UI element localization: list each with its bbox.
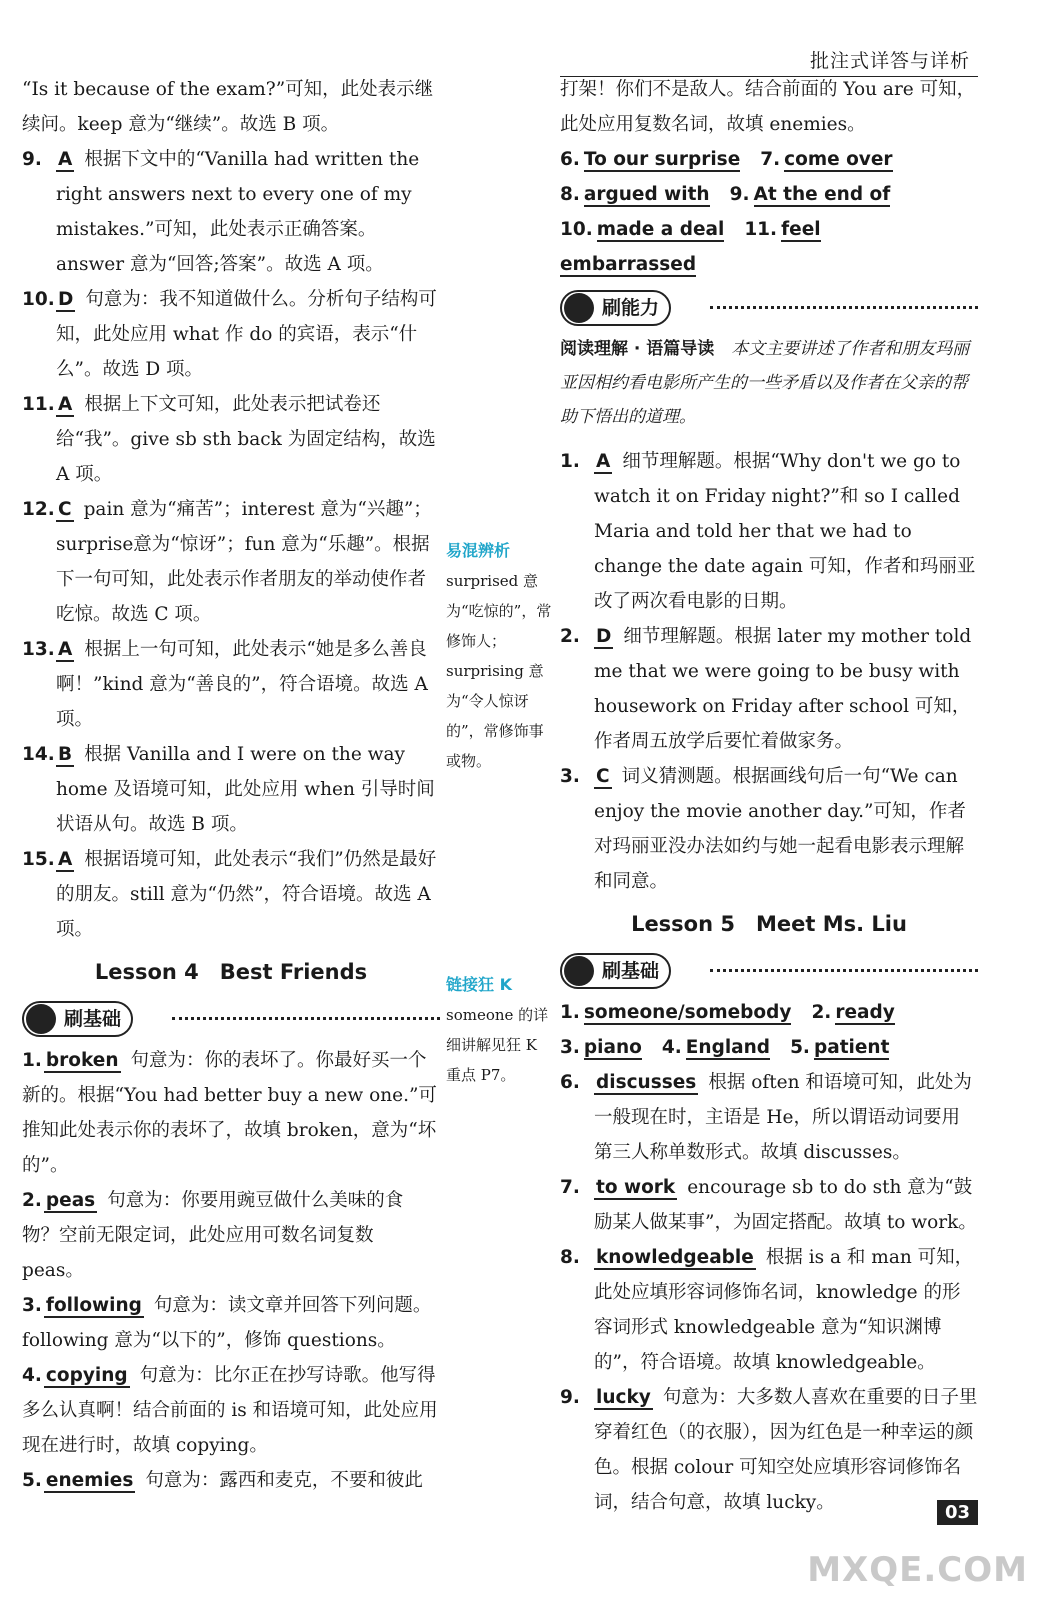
- page-number: 03: [937, 1500, 978, 1525]
- side-note-text: surprised 意为“吃惊的”，常修饰人；surprising 意为“令人惊讶的”，常修饰事或物。: [446, 572, 552, 770]
- list-item: 5. enemies 句意为：露西和麦克，不要和彼此: [22, 1470, 423, 1491]
- list-item: 3. C 词义猜测题。根据画线句后一句“We can enjoy the movie another day.”可知，作者对玛丽亚没办法如约与她一起看电影表示理解和同意。: [560, 766, 966, 892]
- answer: discusses: [596, 1072, 697, 1093]
- dotted-rule: [710, 969, 978, 972]
- brush-icon: [564, 293, 594, 323]
- right-column: [560, 72, 978, 1520]
- list-item: 9. A 根据下文中的“Vanilla had written the right answers next to every one of my mistakes.”可知，此处表示正确答案。answer 意为“回答;答案”。故选 A 项。: [22, 149, 420, 275]
- answer: peas: [45, 1190, 96, 1211]
- answer: A: [58, 639, 73, 660]
- watermark: MXQE.COM: [807, 1550, 1028, 1590]
- answer-row: 3. piano 4. England 5. patient: [560, 1037, 890, 1058]
- page-header: 批注式详答与详析: [809, 50, 970, 72]
- side-note-text: someone 的详细讲解见狂 K 重点 P7。: [446, 1006, 549, 1084]
- list-item: 10. D 句意为：我不知道做什么。分析句子结构可知，此处应用 what 作 do 的宾语，表示“什么”。故选 D 项。: [22, 289, 437, 380]
- brush-icon: [564, 956, 594, 986]
- answer-row: 8. argued with 9. At the end of: [560, 184, 891, 205]
- right-intro: 打架！你们不是敌人。结合前面的 You are 可知，此处应用复数名词，故填 enemies。: [560, 79, 976, 135]
- answer: to work: [596, 1177, 676, 1198]
- answer: A: [58, 849, 73, 870]
- answer: D: [596, 626, 612, 647]
- list-item: 8. knowledgeable 根据 is a 和 man 可知，此处应填形容词修饰名词，knowledge 的形容词形式 knowledgeable 意为“知识渊博的”，符合语境。故填 knowledgeable。: [560, 1247, 974, 1373]
- answer: A: [58, 394, 73, 415]
- list-item: 3. following 句意为：读文章并回答下列问题。following 意为“以下的”，修饰 questions。: [22, 1295, 432, 1351]
- answer-row: 10. made a deal 11. feel embarrassed: [560, 219, 821, 275]
- dotted-rule: [172, 1017, 440, 1020]
- left-intro: “Is it because of the exam?”可知，此处表示继续问。keep 意为“继续”。故选 B 项。: [22, 79, 434, 135]
- answer: C: [58, 499, 72, 520]
- dotted-rule: [710, 306, 978, 309]
- section-badge: 刷基础: [560, 953, 671, 989]
- section-badge: 刷基础: [22, 1001, 133, 1037]
- list-item: 15. A 根据语境可知，此处表示“我们”仍然是最好的朋友。still 意为“仍然”，符合语境。故选 A 项。: [22, 849, 437, 940]
- answer: B: [58, 744, 73, 765]
- list-item: 6. discusses 根据 often 和语境可知，此处为一般现在时，主语是 He，所以谓语动词要用第三人称单数形式。故填 discusses。: [560, 1072, 972, 1163]
- answer: knowledgeable: [596, 1247, 754, 1268]
- list-item: 2. peas 句意为：你要用豌豆做什么美味的食物？空前无限定词，此处应用可数名词复数 peas。: [22, 1190, 404, 1281]
- list-item: 9. lucky 句意为：大多数人喜欢在重要的日子里穿着红色（的衣服），因为红色是一种幸运的颜色。根据 colour 可知空处应填形容词修饰名词，结合句意，故填 lucky。: [560, 1387, 978, 1513]
- answer: A: [596, 451, 611, 472]
- answer: copying: [45, 1365, 128, 1386]
- answer-row: 1. someone/somebody 2. ready: [560, 1002, 895, 1023]
- list-item: 7. to work encourage sb to do sth 意为“鼓励某人做某事”，为固定搭配。故填 to work。: [560, 1177, 977, 1233]
- section-header: [22, 999, 440, 1039]
- lesson-title: Lesson 5 Meet Ms. Liu: [631, 912, 907, 936]
- answer: C: [596, 766, 610, 787]
- list-item: 4. copying 句意为：比尔正在抄写诗歌。他写得多么认真啊！结合前面的 is 和语境可知，此处应用现在进行时，故填 copying。: [22, 1365, 438, 1456]
- answer-row: 6. To our surprise 7. come over: [560, 149, 893, 170]
- section-badge: 刷能力: [560, 290, 671, 326]
- side-note-title: 易混辨析: [446, 541, 511, 560]
- side-note-title: 链接狂 K: [446, 975, 512, 994]
- list-item: 1. broken 句意为：你的表坏了。你最好买一个新的。根据“You had better buy a new one.”可推知此处表示你的表坏了，故填 broken，意为“坏的”。: [22, 1050, 437, 1176]
- answer: A: [58, 149, 73, 170]
- list-item: 2. D 细节理解题。根据 later my mother told me that we were going to be busy with housework on Friday after school 可知，作者周五放学后要忙着做家务。: [560, 626, 972, 752]
- list-item: 12. C pain 意为“痛苦”；interest 意为“兴趣”；surprise意为“惊讶”；fun 意为“乐趣”。根据下一句可知，此处表示作者朋友的举动使作者吃惊。故选 C 项。: [22, 499, 432, 625]
- side-note-confusables: [446, 536, 554, 776]
- answer: following: [45, 1295, 142, 1316]
- brush-icon: [26, 1004, 56, 1034]
- list-item: 14. B 根据 Vanilla and I were on the way home 及语境可知，此处应用 when 引导时间状语从句。故选 B 项。: [22, 744, 435, 835]
- list-item: 13. A 根据上一句可知，此处表示“她是多么善良啊！”kind 意为“善良的”，符合语境。故选 A 项。: [22, 639, 428, 730]
- answer: lucky: [596, 1387, 651, 1408]
- answer: enemies: [45, 1470, 134, 1491]
- left-column: [22, 72, 440, 1498]
- reading-guide: 阅读理解 · 语篇导读 本文主要讲述了作者和朋友玛丽亚因相约看电影所产生的一些矛盾以及作者在父亲的帮助下悟出的道理。: [560, 339, 970, 427]
- section-header: [560, 288, 978, 328]
- answer: D: [58, 289, 74, 310]
- answer: broken: [45, 1050, 119, 1071]
- lesson-title: Lesson 4 Best Friends: [94, 960, 368, 984]
- side-note-link: [446, 970, 554, 1090]
- section-header: [560, 951, 978, 991]
- list-item: 1. A 细节理解题。根据“Why don't we go to watch it on Friday night?”和 so I called Maria and told her that we had to change the date again 可知，作者和玛丽亚改了两次看电影的日期。: [560, 451, 976, 612]
- list-item: 11. A 根据上下文可知，此处表示把试卷还给“我”。give sb sth back 为固定结构，故选 A 项。: [22, 394, 436, 485]
